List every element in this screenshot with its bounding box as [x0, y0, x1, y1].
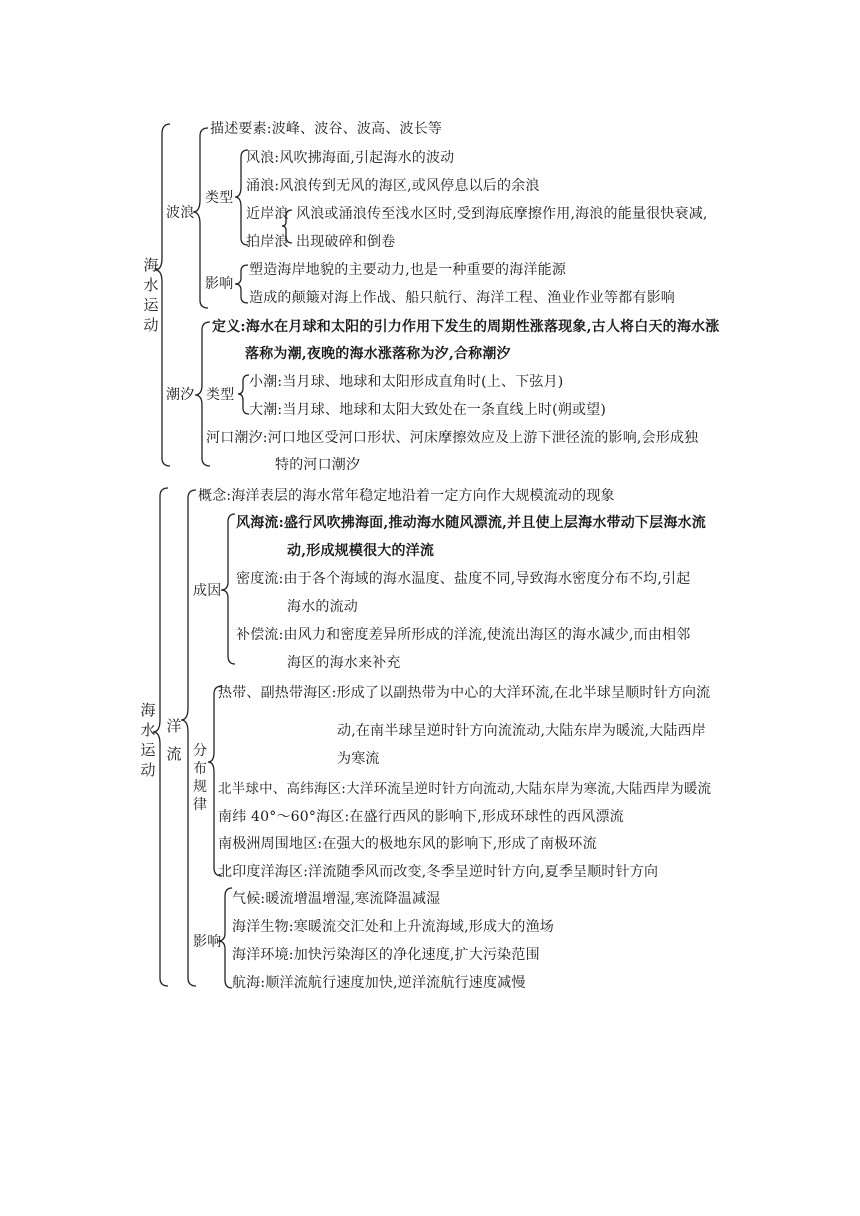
- impact-marine-environment: 海洋环境:加快污染海区的净化速度,扩大污染范围: [232, 947, 540, 963]
- swell: 涌浪:风浪传到无风的海区,或风停息以后的余浪: [246, 178, 540, 194]
- section-title-ocean-motion: 海水运动: [143, 256, 159, 334]
- spring-tide: 大潮:当月球、地球和太阳大致处在一条直线上时(朔或望): [249, 402, 607, 418]
- nearshore-wave-label: 近岸浪: [246, 206, 289, 222]
- currents-label: 洋流: [166, 717, 182, 763]
- nearshore-description: 风浪或涌浪传至浅水区时,受到海底摩擦作用,海浪的能量很快衰减,: [296, 206, 708, 222]
- tide-label: 潮汐: [166, 387, 195, 403]
- estuary-tide-line-1: 河口潮汐:河口地区受河口形状、河床摩擦效应及上游下泄径流的影响,会形成独: [206, 430, 699, 446]
- impact-marine-life: 海洋生物:寒暖流交汇处和上升流海域,形成大的渔场: [232, 919, 554, 935]
- density-current-line-1: 密度流:由于各个海域的海水温度、盐度不同,导致海水密度分布不均,引起: [236, 571, 691, 587]
- compensation-current-line-1: 补偿流:由风力和密度差异所形成的洋流,使流出海区的海水减少,而由相邻: [236, 627, 691, 643]
- wave-types-label: 类型: [205, 190, 234, 206]
- distribution-label: 分布规律: [193, 743, 207, 813]
- distribution-tropical-line-1: 热带、副热带海区:形成了以副热带为中心的大洋环流,在北半球呈顺时针方向流: [218, 685, 711, 701]
- distribution-antarctica: 南极洲周围地区:在强大的极地东风的影响下,形成了南极环流: [218, 836, 597, 852]
- wave-elements: 描述要素:波峰、波谷、波高、波长等: [210, 121, 443, 137]
- wind-driven-current-line-2: 动,形成规模很大的洋流: [287, 543, 435, 559]
- impact-navigation: 航海:顺洋流航行速度加快,逆洋流航行速度减慢: [232, 975, 526, 991]
- wave-impact-2: 造成的颠簸对海上作战、船只航行、海洋工程、渔业作业等都有影响: [249, 290, 675, 306]
- distribution-tropical-line-3: 为寒流: [337, 751, 380, 767]
- section-title-ocean-motion-2: 海水运动: [140, 701, 156, 779]
- cause-label: 成因: [193, 583, 222, 599]
- distribution-north-mid-high: 北半球中、高纬海区:大洋环流呈逆时针方向流动,大陆东岸为寒流,大陆西岸为暖流: [218, 781, 712, 797]
- wind-driven-current-line-1: 风海流:盛行风吹拂海面,推动海水随风漂流,并且使上层海水带动下层海水流: [236, 515, 706, 531]
- neap-tide: 小潮:当月球、地球和太阳形成直角时(上、下弦月): [249, 374, 564, 390]
- density-current-line-2: 海水的流动: [287, 599, 358, 615]
- distribution-tropical-line-2: 动,在南半球呈逆时针方向流流动,大陆东岸为暖流,大陆西岸: [337, 723, 706, 739]
- wave-impact-1: 塑造海岸地貌的主要动力,也是一种重要的海洋能源: [249, 262, 567, 278]
- current-impact-label: 影响: [193, 934, 222, 950]
- current-concept: 概念:海洋表层的海水常年稳定地沿着一定方向作大规模流动的现象: [198, 488, 615, 504]
- wind-wave: 风浪:风吹拂海面,引起海水的波动: [246, 150, 455, 166]
- wave-impact-label: 影响: [205, 276, 234, 292]
- distribution-north-indian-ocean: 北印度洋海区:洋流随季风而改变,冬季呈逆时针方向,夏季呈顺时针方向: [218, 864, 659, 880]
- estuary-tide-line-2: 特的河口潮汐: [275, 457, 361, 473]
- tide-definition-line-2: 落称为潮,夜晚的海水涨落称为汐,合称潮汐: [245, 346, 511, 362]
- compensation-current-line-2: 海区的海水来补充: [287, 655, 401, 671]
- breaker-description: 出现破碎和倒卷: [296, 234, 396, 250]
- impact-climate: 气候:暖流增温增湿,寒流降温减湿: [232, 891, 441, 907]
- waves-label: 波浪: [166, 205, 195, 221]
- tide-types-label: 类型: [206, 387, 235, 403]
- breaker-wave-label: 拍岸浪: [246, 234, 289, 250]
- distribution-south-40-60: 南纬 40°～60°海区:在盛行西风的影响下,形成环球性的西风漂流: [218, 809, 624, 825]
- tide-definition-line-1: 定义:海水在月球和太阳的引力作用下发生的周期性涨落现象,古人将白天的海水涨: [212, 319, 720, 335]
